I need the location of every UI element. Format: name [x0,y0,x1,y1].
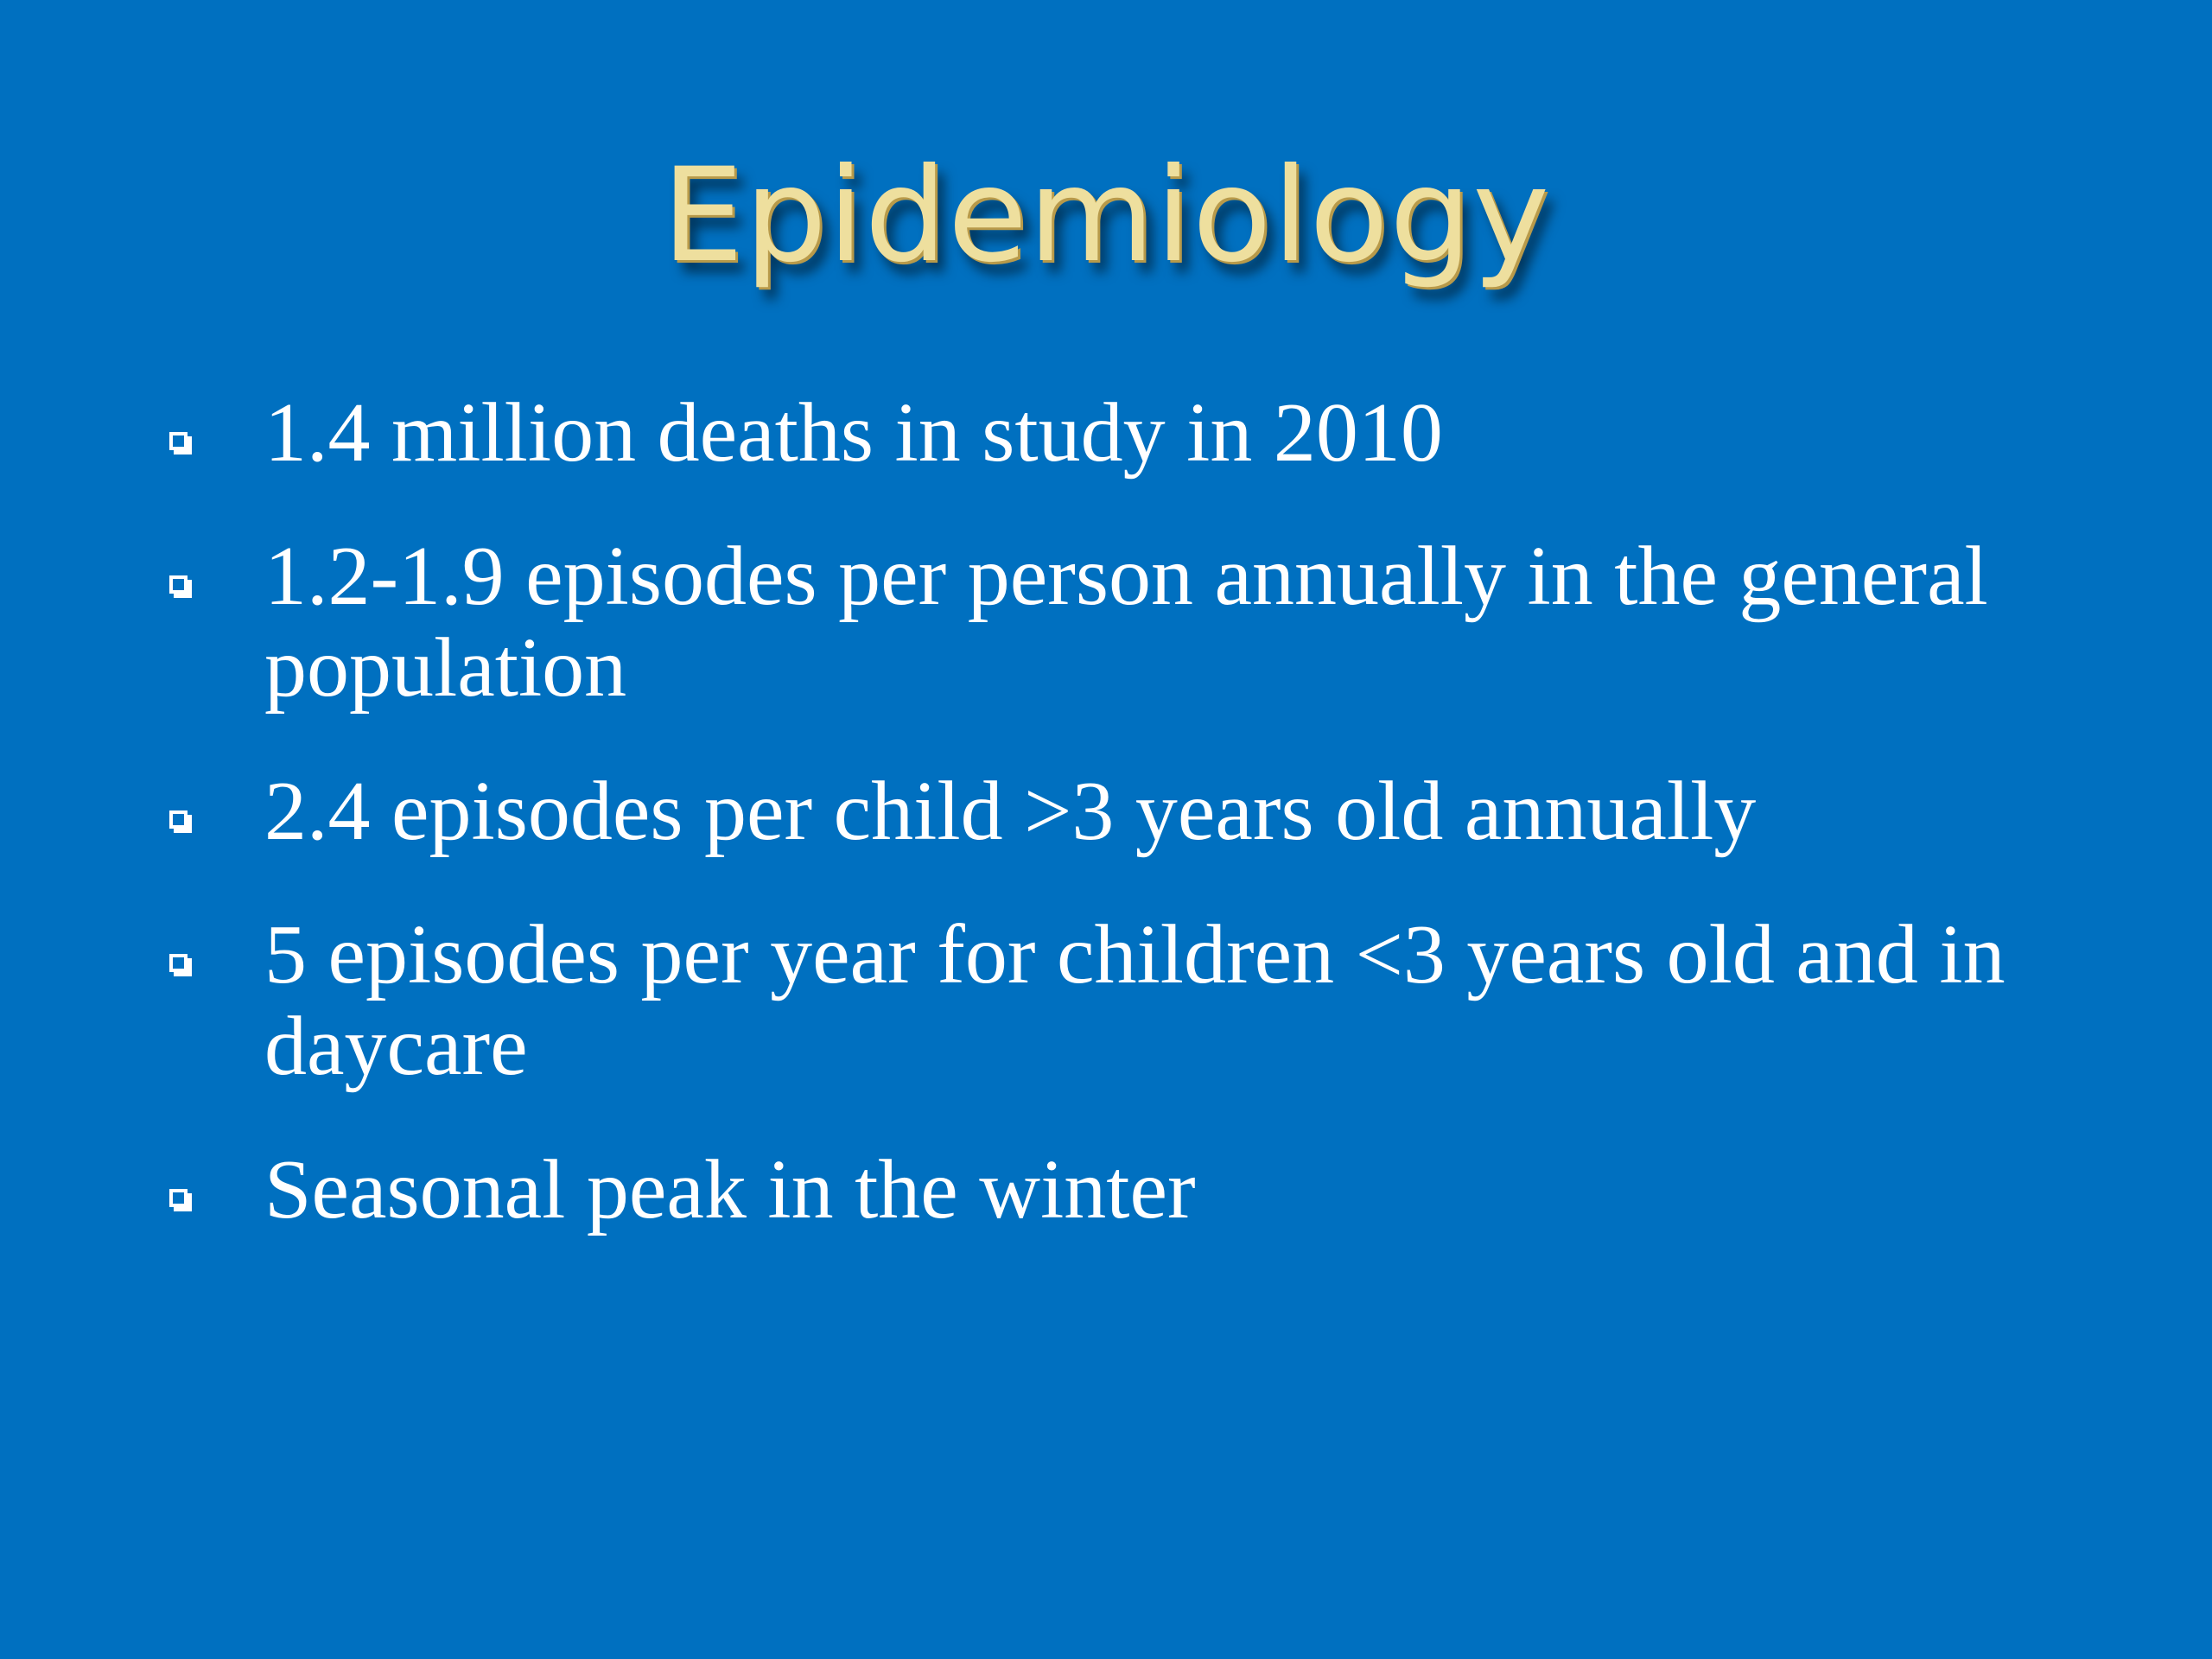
slide-title: Epidemiology [661,141,1551,291]
square-bullet-icon [169,1189,188,1207]
bullet-item [169,909,2070,1092]
bullet-text: 5 episodes per year for children <3 years old and in daycare [264,908,2005,1093]
square-bullet-icon [169,810,188,829]
bullet-text: 2.4 episodes per child >3 years old annually [264,765,1757,858]
square-bullet-icon [169,575,188,594]
bullet-item [169,387,2070,479]
bullet-item [169,1144,2070,1236]
bullet-list [169,387,2070,1287]
bullet-item [169,531,2070,714]
bullet-text: Seasonal peak in the winter [264,1143,1196,1236]
square-bullet-icon [169,432,188,450]
bullet-text: 1.2-1.9 episodes per person annually in the general population [264,530,1988,715]
bullet-item [169,766,2070,857]
square-bullet-icon [169,954,188,972]
bullet-text: 1.4 million deaths in study in 2010 [264,386,1443,480]
